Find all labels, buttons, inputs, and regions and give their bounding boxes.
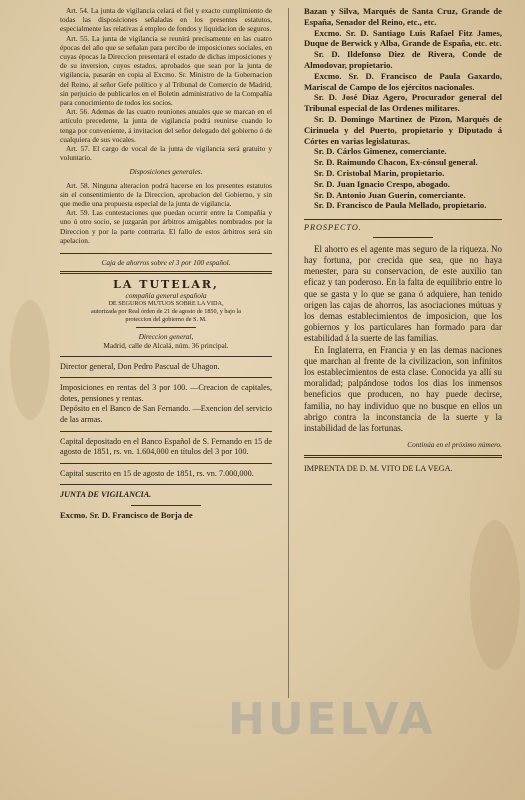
article-58: Art. 58. Ninguna alteracion podrá hacerse en los presentes estatutos sin el consentimiento de la Direccion, aprobacion del Gobierno, y sin que medie una propuesta especial de la junta de vigilancia.	[60, 180, 272, 209]
divider-rule	[304, 219, 502, 220]
divider-rule	[60, 484, 272, 485]
junta-member: Sr. D. Juan Ignacio Crespo, abogado.	[314, 178, 450, 189]
junta-member: Sr. D. José Diaz Agero, Procurador general del Tribunal especial de las Ordenes militares.	[304, 92, 502, 114]
capital-suscrito: Capital suscrito en 15 de agosto de 1851, rs. vn. 7.000,000.	[60, 468, 254, 478]
direccion-heading: Direccion general,	[138, 332, 194, 342]
junta-member: Sr. D. Francisco de Paula Mellado, propietario.	[314, 200, 487, 211]
junta-member: Sr. D. Antonio Juan Guerin, comerciante.	[314, 189, 466, 200]
prospecto-paragraph: El ahorro es el agente mas seguro de la riqueza. No hay fortuna, por crecida que sea, que no haya menester, para su conservacion, de este auxilio tan eficaz y tan poderoso. En la falta de equilibrio entre lo que se gasta y lo que se gana ó adquiere, han tenido origen las cajas de ahorros, las asociaciones mútuas y los demas establecimientos de imposicion, que los gobiernos y los particulares han formado para dar estabilidad á la suerte de las familias.	[304, 243, 502, 344]
right-column	[304, 6, 502, 475]
junta-member: Sr. D. Cristobal Marin, propietario.	[314, 167, 445, 178]
masthead-title: LA TUTELAR,	[113, 278, 219, 292]
seguros-line: DE SEGUROS MUTUOS SOBRE LA VIDA,	[108, 300, 224, 308]
autorizada-line: autorizada por Real órden de 21 de agosto de 1850, y bajo la proteccion del gobierno de S. M.	[91, 308, 241, 323]
article-55: Art. 55. La junta de vigilancia se reunirá precisamente en las cuatro épocas del año que se señalan para percibo de imposiciones sociales, en cuyas épocas la Direccion presentará el estado de dichas imposiciones y de su inversion, cuyos estados, aprobados que sean por la junta de vigilancia, pasarán en copia al Excmo. Sr. Ministro de la Gobernacion del Reino, al señor Gefe político y al Tribunal de Comercio de Madrid, sin perjuicio de publicarlos en el Boletin administrativo de la Compañía para conocimiento de todos los socios.	[60, 33, 272, 108]
library-watermark: HUELVA	[228, 694, 436, 745]
divider-rule	[60, 253, 272, 254]
left-column	[60, 6, 272, 521]
paper-stain	[470, 520, 520, 670]
divider-rule	[60, 377, 272, 378]
junta-member: Sr. D. Cárlos Gimenez, comerciante.	[314, 146, 447, 157]
article-57: Art. 57. El cargo de vocal de la junta de vigilancia será gratuito y voluntario.	[60, 144, 272, 163]
divider-rule	[131, 505, 201, 506]
divider-rule	[136, 327, 196, 328]
article-59: Art. 59. Las contestaciones que puedan ocurrir entre la Compañía y uno ú otro socio, se juzgarán por árbitros amigables nombrados por la Direccion y por la parte contraria. El fallo de estos árbitros será sin apelacion.	[60, 208, 272, 245]
junta-member: Sr. D. Ildefonso Diez de Rivera, Conde de Almodovar, propietario.	[304, 49, 502, 70]
junta-member: Excmo. Sr. D. Santiago Luis Rafael Fitz James, Duque de Berwick y Alba, Grande de España, etc. etc.	[304, 27, 502, 49]
junta-member: Excmo. Sr. D. Francisco de Paula Gaxardo, Mariscal de Campo de los ejércitos nacionales.	[304, 70, 502, 92]
imprenta-line: IMPRENTA DE D. M. VITO DE LA VEGA.	[304, 464, 453, 474]
divider-rule	[373, 237, 433, 238]
divider-rule	[304, 455, 502, 458]
article-54: Art. 54. La junta de vigilancia celará el fiel y exacto cumplimiento de todas las disposiciones señaladas en los presentes estatutos, especialmente las relativas á empleo de fondos y liquidacion de seguros.	[60, 6, 272, 34]
column-divider	[288, 8, 289, 698]
junta-member: Sr. D. Domingo Martinez de Pizon, Marqués de Cirinuela y del Puerto, propietario y Diputado á Córtes en varias legislaturas.	[304, 113, 502, 146]
divider-rule	[60, 431, 272, 432]
direccion-address: Madrid, calle de Alcalá, núm. 36 principal.	[103, 341, 229, 351]
company-subtitle: compañía general española	[125, 291, 207, 301]
prospecto-heading: PROSPECTO.	[304, 223, 362, 233]
paper-stain	[10, 300, 50, 420]
junta-member: Sr. D. Raimundo Chacon, Ex-cónsul general.	[314, 157, 478, 168]
director-line: Director general, Don Pedro Pascual de Uhagon.	[60, 361, 220, 371]
divider-rule	[60, 271, 272, 274]
article-56: Art. 56. Ademas de las cuatro reuniones anuales que se marcan en el artículo precedente, la junta de vigilancia podrá reunirse cuando lo tenga por conveniente, á invitacion del señor delegado del gobierno ó de cualquiera de sus vocales.	[60, 107, 272, 144]
junta-heading: JUNTA DE VIGILANCIA.	[60, 490, 152, 500]
junta-member: Bazan y Silva, Marqués de Santa Cruz, Grande de España, Senador del Reino, etc., etc.	[304, 6, 502, 27]
capital-depositado: Capital depositado en el Banco Español de S. Fernando en 15 de agosto de 1851, rs. vn. 1.604,000 en títulos del 3 por 100.	[60, 436, 272, 457]
continua-note: Continúa en el próximo número.	[407, 440, 502, 450]
junta-first-member: Excmo. Sr. D. Francisco de Borja de	[60, 510, 193, 521]
caja-heading: Caja de ahorros sobre el 3 por 100 español.	[101, 258, 231, 268]
deposito-line: Depósito en el Banco de San Fernando. —Exencion del servicio de las armas.	[60, 404, 272, 425]
divider-rule	[60, 356, 272, 357]
prospecto-paragraph: En Inglaterra, en Francia y en las demas naciones que marchan al frente de la civilizacion, son infinitos los establecimientos de esta clase. Conocida ya allí su moralidad; palpándose todos los dias los inmensos beneficios que producen, no hay puede decirse, familia, no hay individuo que no busque en ellos un abrigo contra la inconstancia de la suerte y la instabilidad de las fortunas.	[304, 344, 502, 433]
imposiciones-line: Imposiciones en rentas del 3 por 100. —Creacion de capitales, dotes, pensiones y rentas.	[60, 383, 272, 403]
disposiciones-heading: Disposiciones generales.	[129, 167, 203, 177]
divider-rule	[60, 463, 272, 464]
